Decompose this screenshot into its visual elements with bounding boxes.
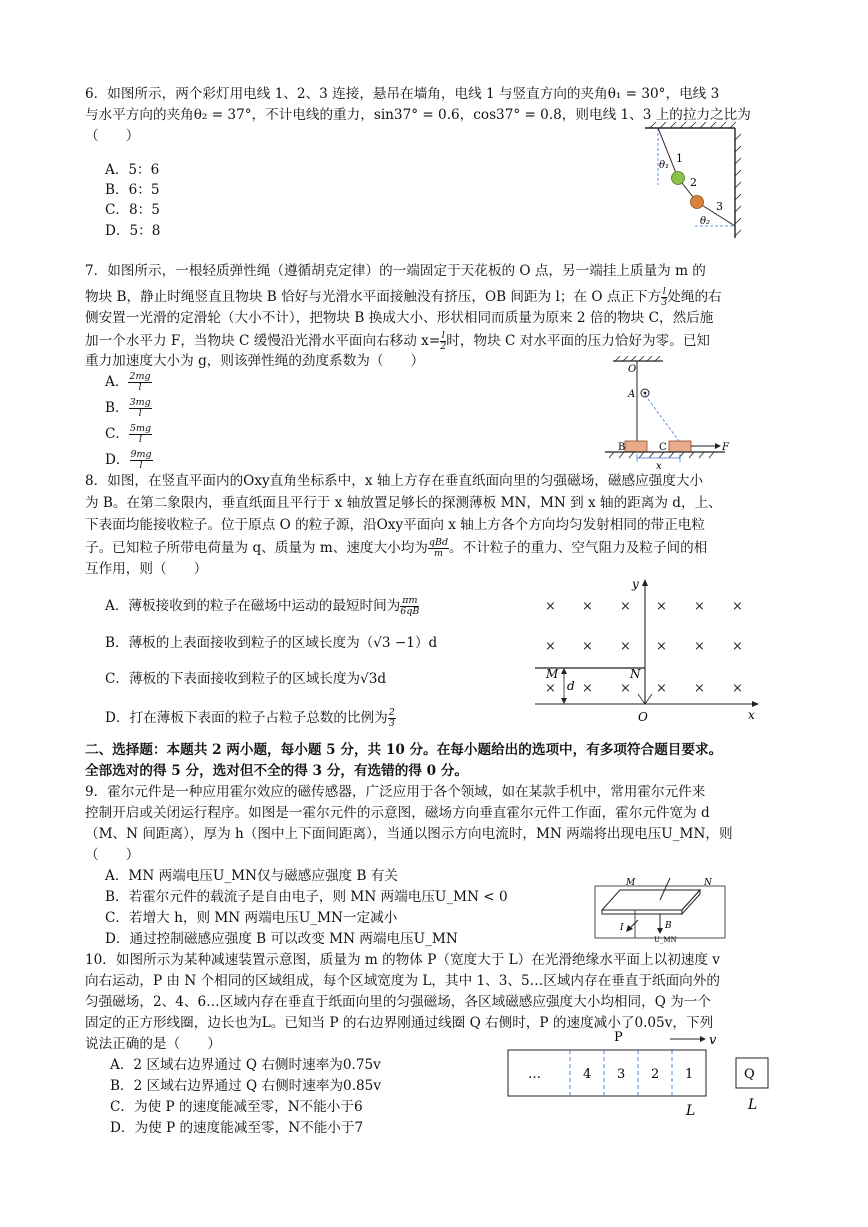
q10-fig-Q: Q	[744, 1067, 755, 1082]
q7-frac-l3: $\frac{l}{3}$	[661, 286, 668, 308]
svg-text:×: ×	[732, 639, 743, 654]
q6-option-a: A．5：6	[105, 162, 160, 178]
q7-option-a: A． $\frac{2mg}{l}$	[105, 371, 151, 393]
q9-option-b: B．若霍尔元件的载流子是自由电子，则 MN 两端电压U_MN < 0	[105, 889, 508, 905]
q10-fig-L1: L	[686, 1103, 696, 1119]
svg-text:×: ×	[620, 639, 631, 654]
q8-option-a: A．薄板接收到的粒子在磁场中运动的最短时间为 $\frac{\pi m}{6qB}$	[105, 595, 420, 617]
svg-text:×: ×	[582, 599, 593, 614]
q9-option-a: A．MN 两端电压U_MN仅与磁感应强度 B 有关	[105, 868, 398, 884]
q10-line5: 说法正确的是（ ）	[85, 1036, 221, 1052]
q7-option-d: D． $\frac{9mg}{l}$	[105, 449, 152, 471]
q6-fig-label-3: 3	[716, 200, 723, 213]
q6-fig-label-1: 1	[676, 152, 683, 165]
q8-fig-y: y	[632, 577, 639, 591]
q10-fig-region-4: 4	[583, 1067, 592, 1082]
q8-line4: 子。已知粒子所带电荷量为 q、质量为 m、速度大小均为 $\frac{\text{qBd}}{m}$ 。不计粒子的重力、空气阻力及粒子间的相	[85, 537, 708, 559]
svg-text:×: ×	[582, 639, 593, 654]
q10-option-a: A．2 区域右边界通过 Q 右侧时速率为0.75v	[110, 1057, 381, 1073]
q8-line3: 下表面均能接收粒子。位于原点 O 的粒子源，沿Oxy平面向 x 轴上方各个方向均匀发射相同的带正电粒	[85, 517, 705, 533]
q9-option-c: C．若增大 h，则 MN 两端电压U_MN一定减小	[105, 910, 398, 926]
q7-figure	[585, 355, 745, 473]
q10-option-d: D．为使 P 的速度能减至零，N不能小于7	[110, 1120, 364, 1136]
q10-fig-v: v	[709, 1033, 717, 1048]
q7-fig-C: C	[659, 442, 667, 453]
q10-line1: 10．如图所示为某种减速装置示意图，质量为 m 的物体 P（宽度大于 L）在光滑绝缘水平面上以初速度 v	[85, 952, 720, 968]
q9-line1: 9．霍尔元件是一种应用霍尔效应的磁传感器，广泛应用于各个领域，如在某款手机中，常用霍尔元件来	[85, 784, 706, 800]
q7-line1: 7．如图所示，一根轻质弹性绳（遵循胡克定律）的一端固定于天花板的 O 点，另一端挂上质量为 m 的	[85, 263, 706, 279]
svg-text:×: ×	[656, 639, 667, 654]
q7-line4: 加一个水平力 F，当物块 C 缓慢沿光滑水平面向右移动 x= $\frac{l}{2}$ 时，物块 C 对水平面的压力恰好为零。已知	[85, 330, 711, 352]
q9-fig-M: M	[626, 878, 636, 888]
svg-text:×: ×	[545, 639, 556, 654]
q7-fig-O: O	[628, 364, 637, 375]
q7-option-b: B． $\frac{3mg}{l}$	[105, 397, 151, 419]
q8-line5: 互作用，则（ ）	[85, 561, 208, 577]
q8-option-b: B．薄板的上表面接收到粒子的区域长度为（√3 −1）d	[105, 635, 438, 651]
q10-fig-region-1: 1	[685, 1067, 694, 1082]
q6-option-c: C．8：5	[105, 202, 160, 218]
q10-fig-dots: …	[528, 1067, 541, 1082]
q8-fig-M: M	[546, 667, 559, 681]
svg-text:×: ×	[620, 599, 631, 614]
svg-text:×: ×	[545, 599, 556, 614]
q6-figure	[640, 120, 760, 240]
q7-line3: 侧安置一光滑的定滑轮（大小不计），把物块 B 换成大小、形状相同而质量为原来 2 倍的物块 C，然后施	[85, 310, 714, 326]
q7-fig-B: B	[618, 442, 626, 453]
q6-line2: 与水平方向的夹角θ₂ = 37°，不计电线的重力，sin37° = 0.6，cos37° = 0.8，则电线 1、3 上的拉力之比为	[85, 107, 751, 123]
q9-fig-B: B	[665, 921, 672, 931]
q8-fig-x: x	[748, 708, 755, 722]
q7-option-c: C． $\frac{5mg}{l}$	[105, 423, 152, 445]
svg-text:×: ×	[694, 599, 705, 614]
q10-fig-P: P	[614, 1030, 623, 1045]
q10-fig-L2: L	[748, 1097, 758, 1113]
svg-text:×: ×	[656, 681, 667, 696]
q8-fig-N: N	[630, 667, 641, 681]
section2-heading-line2: 全部选对的得 5 分，选对但不全的得 3 分，有选错的得 0 分。	[85, 763, 469, 779]
q9-line3: （M、N 间距离），厚为 h（图中上下面间距离），当通以图示方向电流时，MN 两端将出现电压U_MN，则	[85, 826, 733, 842]
section2-heading-line1: 二、选择题：本题共 2 两小题，每小题 5 分，共 10 分。在每小题给出的选项中，有多项符合题目要求。	[85, 742, 723, 758]
q9-option-d: D．通过控制磁感应强度 B 可以改变 MN 两端电压U_MN	[105, 931, 458, 947]
q10-line3: 匀强磁场，2、4、6…区域内存在垂直于纸面向里的匀强磁场，各区域磁感应强度大小均相同，Q 为一个	[85, 994, 711, 1010]
q8-line1: 8．如图，在竖直平面内的Oxy直角坐标系中，x 轴上方存在垂直纸面向里的匀强磁场，磁感应强度大小	[85, 473, 704, 489]
q9-line2: 控制开启或关闭运行程序。如图是一霍尔元件的示意图，磁场方向垂直霍尔元件工作面，霍尔元件宽为 d	[85, 805, 710, 821]
q6-line3: （ ）	[85, 128, 140, 144]
q8-fig-d: d	[567, 679, 575, 693]
q10-figure	[500, 1025, 780, 1120]
q8-option-c: C．薄板的下表面接收到粒子的区域长度为√3d	[105, 671, 387, 687]
q10-option-b: B．2 区域右边界通过 Q 右侧时速率为0.85v	[110, 1078, 382, 1094]
q6-option-d: D．5：8	[105, 223, 161, 239]
q7-fig-F: F	[722, 442, 729, 453]
q8-fig-O: O	[638, 710, 648, 724]
svg-text:×: ×	[694, 639, 705, 654]
q6-fig-label-2: 2	[690, 176, 697, 189]
q9-line4: （ ）	[85, 847, 140, 863]
q7-line5: 重力加速度大小为 g，则该弹性绳的劲度系数为（ ）	[85, 353, 425, 369]
q10-fig-region-2: 2	[651, 1067, 660, 1082]
svg-text:×: ×	[656, 599, 667, 614]
svg-text:×: ×	[694, 681, 705, 696]
q10-fig-region-3: 3	[617, 1067, 626, 1082]
q6-fig-theta1: θ₁	[659, 160, 670, 171]
q6-option-b: B．6：5	[105, 182, 160, 198]
q9-fig-N: N	[704, 878, 712, 888]
svg-text:×: ×	[732, 681, 743, 696]
svg-text:×: ×	[582, 681, 593, 696]
q9-fig-I: I	[620, 923, 624, 933]
q7-frac-l2: $\frac{l}{2}$	[440, 330, 447, 352]
q7-fig-A: A	[628, 389, 636, 400]
q10-option-c: C．为使 P 的速度能减至零，N不能小于6	[110, 1099, 363, 1115]
q10-line4: 固定的正方形线圈，边长也为L。已知当 P 的右边界刚通过线圈 Q 右侧时，P 的速度减小了0.05v，下列	[85, 1015, 714, 1031]
q6-fig-theta2: θ₂	[700, 216, 711, 227]
q6-line1: 6．如图所示，两个彩灯用电线 1、2、3 连接，悬吊在墙角，电线 1 与竖直方向的夹角θ₁ = 30°，电线 3	[85, 86, 720, 102]
q7-fig-x: x	[656, 461, 662, 472]
q8-line2: 为 B。在第二象限内，垂直纸面且平行于 x 轴放置足够长的探测薄板 MN，MN 到 x 轴的距离为 d，上、	[85, 495, 722, 511]
q8-option-d: D．打在薄板下表面的粒子占粒子总数的比例为 $\frac{2}{3}$	[105, 707, 395, 729]
svg-text:×: ×	[545, 681, 556, 696]
q8-figure	[530, 578, 770, 726]
q7-line2: 物块 B，静止时绳竖直且物块 B 恰好与光滑水平面接触没有挤压，OB 间距为 l；在 O 点正下方 $\frac{l}{3}$ 处绳的右	[85, 286, 722, 308]
svg-text:×: ×	[620, 681, 631, 696]
q10-line2: 向右运动，P 由 N 个相同的区域组成，每个区域宽度为 L，其中 1、3、5…区域内存在垂直于纸面向外的	[85, 973, 720, 989]
q9-figure	[590, 848, 750, 944]
q9-fig-U: U_MN	[654, 936, 677, 944]
svg-text:×: ×	[732, 599, 743, 614]
